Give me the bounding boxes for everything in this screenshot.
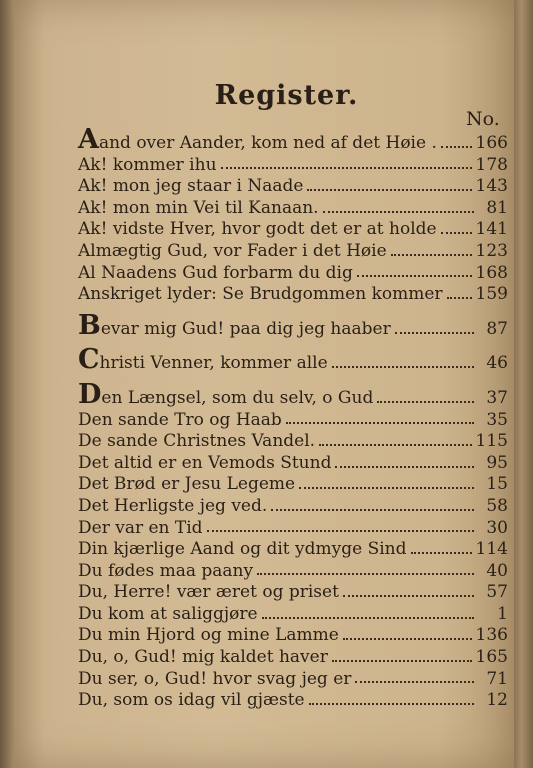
dot-leader <box>307 189 471 191</box>
entry-number: 114 <box>475 539 508 560</box>
entry-initial: D <box>78 378 102 410</box>
entry-text: Det Herligste jeg ved. <box>78 495 268 516</box>
register-entry <box>78 669 508 691</box>
entry-number: 166 <box>475 133 508 153</box>
entry-number: 178 <box>475 154 508 175</box>
entry-text: Almægtig Gud, vor Fader i det Høie <box>78 240 387 261</box>
entry-title <box>78 474 295 494</box>
number-column-header: No. <box>466 108 500 130</box>
entry-title <box>78 669 351 689</box>
entry-number: 1 <box>497 603 508 624</box>
entry-text: Din kjærlige Aand og dit ydmyge Sind <box>78 539 407 560</box>
entry-text: Al Naadens Gud forbarm du dig <box>78 262 353 283</box>
entry-title <box>78 625 339 645</box>
entry-title <box>78 604 258 624</box>
entry-title <box>78 155 217 175</box>
entry-number: 87 <box>486 318 508 339</box>
entry-title <box>78 309 391 341</box>
entry-number: 136 <box>475 625 508 646</box>
entry-number: 35 <box>486 409 508 430</box>
entry-title <box>78 518 203 538</box>
entry-title <box>78 284 443 304</box>
entry-number: 95 <box>486 452 508 473</box>
dot-leader <box>332 366 474 368</box>
dot-leader <box>221 167 472 169</box>
page-edge-right <box>514 0 533 768</box>
entry-title <box>78 344 328 376</box>
entry-text: Den sande Tro og Haab <box>78 409 282 430</box>
dot-leader <box>441 146 472 148</box>
dot-leader <box>391 254 472 256</box>
entry-number: 141 <box>475 219 508 240</box>
entry-number: 12 <box>486 690 508 711</box>
entry-initial: A <box>78 124 99 155</box>
dot-leader <box>299 487 474 489</box>
entry-title <box>78 690 305 710</box>
dot-leader <box>262 617 474 619</box>
entry-text: Ak! kommer ihu <box>78 154 217 175</box>
dot-leader <box>271 509 474 511</box>
entry-text: Ak! vidste Hver, hvor godt det er at holde <box>78 219 437 240</box>
entry-text: De sande Christnes Vandel. <box>78 431 316 452</box>
dot-leader <box>286 422 474 424</box>
entry-number: 165 <box>475 647 508 668</box>
entry-text: Du, som os idag vil gjæste <box>78 690 305 711</box>
register-entry <box>78 539 508 561</box>
entry-text: en Længsel, som du selv, o Gud <box>101 387 374 408</box>
entry-title <box>78 647 328 667</box>
entry-number: 81 <box>486 197 508 218</box>
entry-text: Du kom at saliggjøre <box>78 603 258 624</box>
entry-title <box>78 176 303 196</box>
entry-text: Der var en Tid <box>78 517 203 538</box>
register-entry <box>78 309 508 341</box>
entry-text: Ak! mon jeg staar i Naade <box>78 176 304 197</box>
entry-title <box>78 561 253 581</box>
dot-leader <box>355 681 474 683</box>
entry-title <box>78 219 437 239</box>
entry-text: and over Aander, kom ned af det Høie . <box>98 133 437 153</box>
entry-title <box>78 198 319 218</box>
entry-number: 123 <box>475 240 508 261</box>
entry-title <box>78 453 331 473</box>
entry-number: 168 <box>475 262 508 283</box>
entry-number: 15 <box>486 474 508 495</box>
entry-text: Anskriget lyder: Se Brudgommen kommer <box>78 284 443 305</box>
register-entry <box>78 647 508 669</box>
entry-number: 37 <box>486 387 508 408</box>
dot-leader <box>207 530 474 532</box>
entry-number: 71 <box>486 668 508 689</box>
register-entry <box>78 176 508 198</box>
dot-leader <box>332 660 472 662</box>
page-title: Register. <box>214 80 359 111</box>
entry-text: Du ser, o, Gud! hvor svag jeg er <box>78 668 352 689</box>
entry-text: Ak! mon min Vei til Kanaan. <box>78 197 319 218</box>
register-entry <box>78 284 508 306</box>
register-entry <box>78 474 508 496</box>
entry-title <box>78 378 374 410</box>
register-entry <box>78 378 508 410</box>
register-entry <box>78 604 508 626</box>
dot-leader <box>411 552 472 554</box>
register-entry <box>78 241 508 263</box>
entry-title <box>78 431 315 451</box>
register-entry <box>78 625 508 647</box>
entry-text: Det Brød er Jesu Legeme <box>78 474 296 495</box>
register-entry <box>78 582 508 604</box>
entry-title <box>78 241 387 261</box>
entry-number: 40 <box>486 560 508 581</box>
register-entry <box>78 518 508 540</box>
register-entry <box>78 453 508 475</box>
entry-text: Det altid er en Vemods Stund <box>78 452 332 473</box>
entry-number: 159 <box>475 284 508 305</box>
register-entry <box>78 219 508 241</box>
entry-title <box>78 539 407 559</box>
register-entry <box>78 431 508 453</box>
entry-title <box>78 263 353 283</box>
entry-text: hristi Venner, kommer alle <box>99 353 328 374</box>
entry-number: 57 <box>486 582 508 603</box>
dot-leader <box>257 573 474 575</box>
register-entry <box>78 690 508 712</box>
dot-leader <box>447 297 472 299</box>
dot-leader <box>319 444 472 446</box>
register-entry <box>78 198 508 220</box>
register-entry <box>78 155 508 177</box>
dot-leader <box>309 703 474 705</box>
entry-text: Du, o, Gud! mig kaldet haver <box>78 647 328 668</box>
register-entry <box>78 344 508 376</box>
entry-number: 30 <box>486 517 508 538</box>
register-entry <box>78 410 508 432</box>
dot-leader <box>323 211 474 213</box>
dot-leader <box>395 332 474 334</box>
dot-leader <box>335 466 474 468</box>
dot-leader <box>343 595 474 597</box>
register-entry <box>78 561 508 583</box>
entry-title <box>78 582 339 602</box>
entry-title <box>78 496 267 516</box>
register-entry <box>78 496 508 518</box>
entry-initial: C <box>78 344 100 376</box>
dot-leader <box>343 638 472 640</box>
entry-text: evar mig Gud! paa dig jeg haaber <box>100 318 391 339</box>
dot-leader <box>357 275 472 277</box>
entry-number: 58 <box>486 495 508 516</box>
register-entry <box>78 124 508 155</box>
entry-title <box>78 410 282 430</box>
entry-number: 46 <box>486 353 508 374</box>
book-binding-left <box>0 0 14 768</box>
register-list <box>78 124 508 712</box>
entry-initial: B <box>78 309 101 341</box>
entry-text: Du min Hjord og mine Lamme <box>78 625 339 646</box>
entry-number: 115 <box>475 431 508 452</box>
register-entry <box>78 263 508 285</box>
entry-number: 143 <box>475 176 508 197</box>
entry-text: Du fødes maa paany <box>78 560 254 581</box>
dot-leader <box>441 232 472 234</box>
dot-leader <box>377 401 474 403</box>
entry-text: Du, Herre! vær æret og priset <box>78 582 339 603</box>
entry-title <box>78 124 437 155</box>
